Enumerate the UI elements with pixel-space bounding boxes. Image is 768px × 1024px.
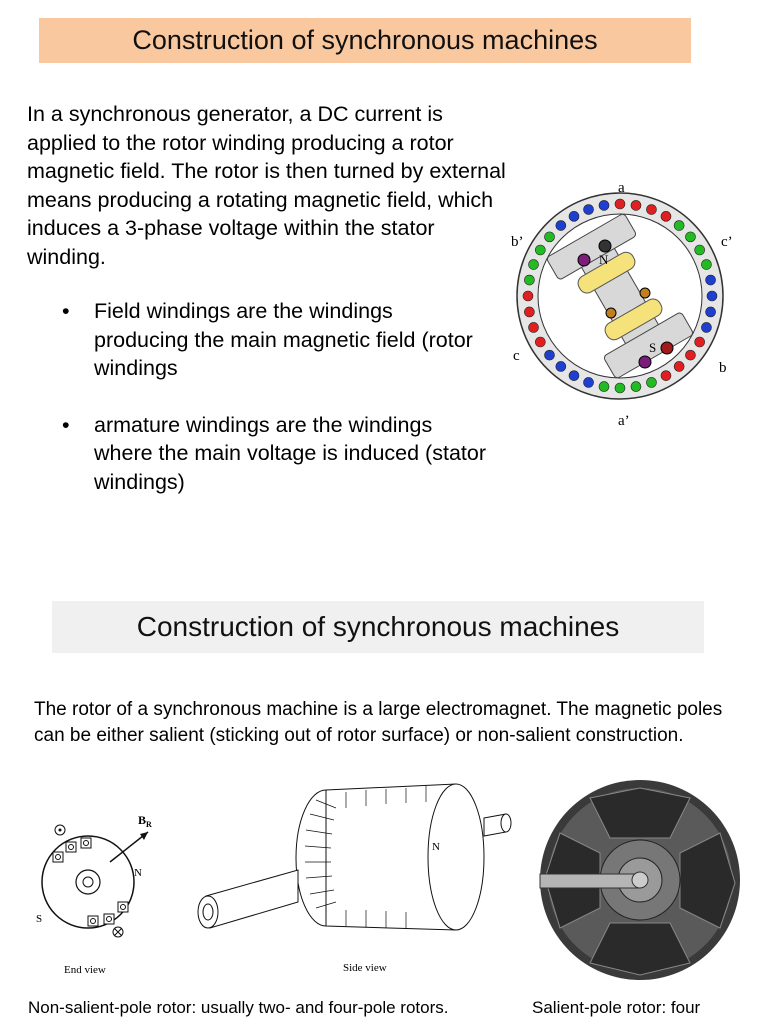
stator-coil-dot: [523, 291, 533, 301]
non-salient-caption: Non-salient-pole rotor: usually two- and four-pole rotors.: [28, 998, 449, 1017]
side-view-caption: Side view: [343, 962, 387, 974]
br-label: $B_R$: [138, 813, 152, 829]
stator-coil-dot: [674, 361, 684, 371]
stator-coil-dot: [599, 382, 609, 392]
end-view-n-label: N: [134, 867, 142, 879]
phase-b-prime-label: b’: [511, 234, 524, 250]
end-view-s-label: S: [36, 913, 43, 925]
side-view-n-label: N: [432, 841, 440, 853]
stator-coil-dot: [584, 205, 594, 215]
phase-a-prime-label: a’: [618, 413, 630, 429]
stator-coil-dot: [631, 382, 641, 392]
stator-coil-dot: [529, 260, 539, 270]
stator-coil-dot: [701, 260, 711, 270]
side-view-diagram: [186, 778, 516, 978]
bullet-icon: •: [62, 299, 70, 323]
south-pole-label: S: [649, 340, 657, 355]
stator-coil-dot: [631, 200, 641, 210]
phase-a-label: a: [618, 180, 625, 196]
slide1-bullet-list: [62, 297, 492, 524]
stator-cross-section-diagram: [505, 178, 745, 433]
stator-coil-dot: [707, 291, 717, 301]
stator-coil-dot: [661, 371, 671, 381]
bullet-text: Field windings are the windings producing the main magnetic field (rotor windings: [94, 299, 473, 380]
stator-coil-dot: [524, 275, 534, 285]
end-view-caption: End view: [64, 964, 106, 976]
bullet-icon: •: [62, 412, 70, 437]
stator-coil-dot: [685, 350, 695, 360]
stator-coil-dot: [535, 337, 545, 347]
slide1-title: Construction of synchronous machines: [39, 18, 691, 63]
salient-pole-rotor-photo: [530, 778, 750, 983]
salient-caption: Salient-pole rotor: four: [532, 998, 701, 1017]
stator-coil-dot: [556, 361, 566, 371]
stator-coil-dot: [615, 383, 625, 393]
stator-coil-dot: [545, 350, 555, 360]
stator-coil-dot: [584, 377, 594, 387]
stator-coil-dot: [529, 322, 539, 332]
phase-c-label: c: [513, 348, 520, 364]
bullet-item: [62, 297, 492, 383]
bullet-text: armature windings are the windings where the main voltage is induced (stator windings): [94, 412, 486, 494]
stator-coil-dot: [701, 322, 711, 332]
stator-coil-dot: [556, 221, 566, 231]
stator-coil-dot: [615, 199, 625, 209]
stator-coil-dot: [524, 307, 534, 317]
bullet-item: [62, 411, 492, 497]
end-view-diagram: [26, 806, 176, 981]
phase-c-prime-label: c’: [721, 234, 733, 250]
stator-coil-dot: [545, 232, 555, 242]
stator-coil-dot: [695, 245, 705, 255]
stator-coil-dot: [661, 211, 671, 221]
north-pole-label: N: [599, 252, 609, 267]
stator-coil-dot: [599, 200, 609, 210]
slide2-title: Construction of synchronous machines: [52, 601, 704, 653]
stator-coil-dot: [674, 221, 684, 231]
slide1-paragraph: In a synchronous generator, a DC current is applied to the rotor winding producing a rotor magnetic field. The rotor is then turned by external means producing a rotating magnetic field, which induces a 3-phase voltage within the stator winding.: [27, 102, 506, 269]
stator-coil-dot: [646, 377, 656, 387]
phase-b-label: b: [719, 360, 727, 376]
stator-coil-dot: [685, 232, 695, 242]
slide2-paragraph: The rotor of a synchronous machine is a large electromagnet. The magnetic poles can be either salient (sticking out of rotor surface) or non-salient construction.: [34, 699, 723, 746]
stator-coil-dot: [569, 371, 579, 381]
stator-coil-dot: [706, 275, 716, 285]
stator-coil-dot: [695, 337, 705, 347]
stator-coil-dot: [569, 211, 579, 221]
stator-coil-dot: [706, 307, 716, 317]
stator-coil-dot: [646, 205, 656, 215]
stator-coil-dot: [535, 245, 545, 255]
